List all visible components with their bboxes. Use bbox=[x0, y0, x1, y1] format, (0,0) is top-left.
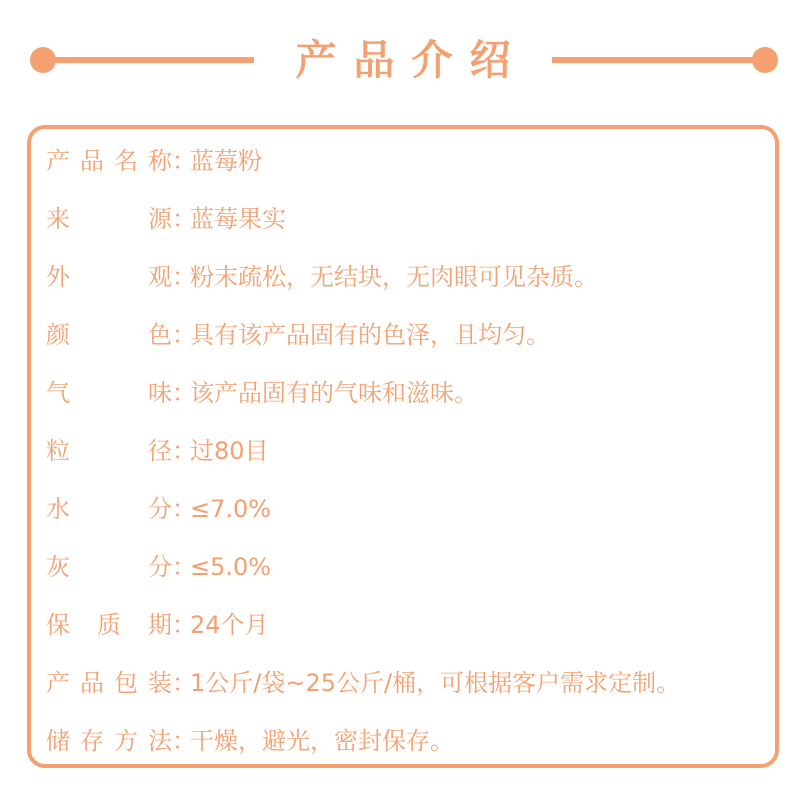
right-dot-ornament bbox=[752, 47, 778, 73]
spec-colon: ： bbox=[172, 147, 196, 175]
spec-value: 蓝莓粉 bbox=[190, 147, 262, 175]
spec-label: 颜 色 bbox=[46, 321, 172, 349]
spec-label: 储 存 方 法 bbox=[46, 727, 172, 755]
spec-label: 粒 径 bbox=[46, 437, 172, 465]
left-divider-line bbox=[52, 57, 254, 63]
spec-row bbox=[46, 712, 776, 770]
spec-label: 灰 分 bbox=[46, 553, 172, 581]
spec-value: 粉末疏松，无结块，无肉眼可见杂质。 bbox=[190, 263, 598, 291]
spec-label: 外 观 bbox=[46, 263, 172, 291]
spec-value: 干燥，避光，密封保存。 bbox=[190, 727, 454, 755]
spec-list bbox=[46, 132, 776, 770]
spec-colon: ： bbox=[172, 321, 196, 349]
spec-value: ≤7.0% bbox=[190, 495, 272, 523]
spec-colon: ： bbox=[172, 611, 196, 639]
section-title: 产品介绍 bbox=[295, 36, 528, 84]
spec-row bbox=[46, 538, 776, 596]
spec-colon: ： bbox=[172, 669, 196, 697]
spec-row bbox=[46, 306, 776, 364]
spec-row bbox=[46, 480, 776, 538]
spec-row bbox=[46, 596, 776, 654]
spec-row bbox=[46, 654, 776, 712]
spec-colon: ： bbox=[172, 553, 196, 581]
spec-colon: ： bbox=[172, 495, 196, 523]
spec-label: 产 品 包 装 bbox=[46, 669, 172, 697]
spec-row bbox=[46, 422, 776, 480]
spec-row bbox=[46, 364, 776, 422]
spec-label: 水 分 bbox=[46, 495, 172, 523]
spec-value: 具有该产品固有的色泽，且均匀。 bbox=[190, 321, 550, 349]
right-divider-line bbox=[552, 57, 760, 63]
spec-colon: ： bbox=[172, 437, 196, 465]
spec-label: 气 味 bbox=[46, 379, 172, 407]
spec-value: 24个月 bbox=[190, 611, 269, 639]
section-header bbox=[0, 0, 800, 120]
spec-colon: ： bbox=[172, 379, 196, 407]
spec-value: 1公斤/袋~25公斤/桶，可根据客户需求定制。 bbox=[190, 669, 681, 697]
spec-row bbox=[46, 248, 776, 306]
spec-colon: ： bbox=[172, 727, 196, 755]
spec-value: ≤5.0% bbox=[190, 553, 272, 581]
spec-value: 该产品固有的气味和滋味。 bbox=[190, 379, 478, 407]
spec-colon: ： bbox=[172, 205, 196, 233]
spec-label: 保 质 期 bbox=[46, 611, 172, 639]
spec-value: 蓝莓果实 bbox=[190, 205, 286, 233]
spec-value: 过80目 bbox=[190, 437, 269, 465]
spec-label: 来 源 bbox=[46, 205, 172, 233]
spec-colon: ： bbox=[172, 263, 196, 291]
spec-row bbox=[46, 132, 776, 190]
spec-row bbox=[46, 190, 776, 248]
spec-label: 产 品 名 称 bbox=[46, 147, 172, 175]
